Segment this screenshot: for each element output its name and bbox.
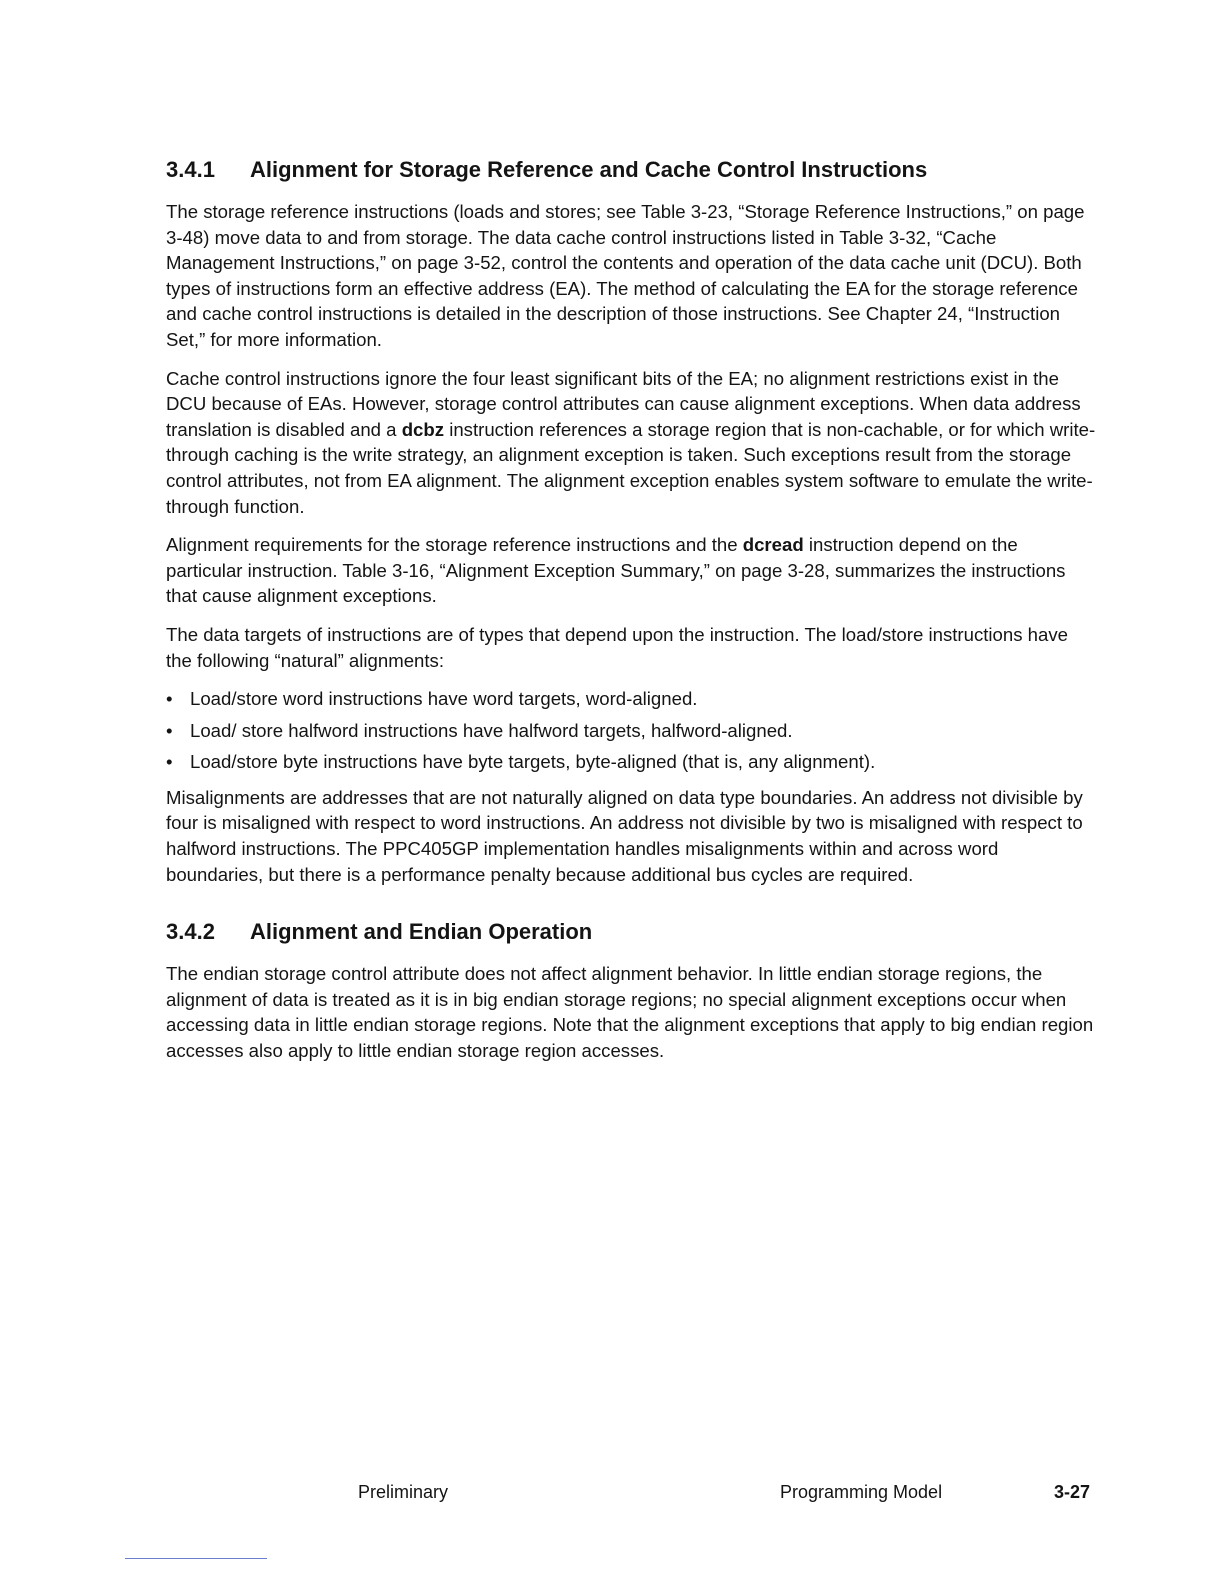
bullet-icon: • bbox=[166, 719, 173, 741]
section-title: Alignment and Endian Operation bbox=[250, 919, 593, 945]
footer-status: Preliminary bbox=[358, 1482, 449, 1502]
list-item bbox=[166, 718, 1096, 744]
body-paragraph: Misalignments are addresses that are not naturally aligned on data type boundaries. An address not divisible by four is misaligned with respect to word instructions. An address not divisible by two is misaligned with respect to halfword instructions. The PPC405GP implementation handles misalignments within and across word boundaries, but there is a performance penalty because additional bus cycles are required. bbox=[166, 786, 1083, 885]
footer-page-number: 3-27 bbox=[1054, 1482, 1091, 1502]
section-heading-3-4-2 bbox=[166, 917, 1096, 947]
list-item-text: Load/store word instructions have word targets, word-aligned. bbox=[190, 688, 698, 710]
bullet-icon: • bbox=[166, 688, 173, 710]
section-title: Alignment for Storage Reference and Cache Control Instructions bbox=[250, 157, 928, 182]
section-heading-3-4-1 bbox=[166, 155, 1096, 185]
list-item bbox=[166, 686, 1096, 712]
page-content bbox=[166, 155, 1096, 1077]
body-paragraph: Cache control instructions ignore the four least significant bits of the EA; no alignment restrictions exist in the DCU because of EAs. However, storage control attributes can cause alignment exceptions. When data address translation is disabled and a dcbz instruction references a storage region that is non-cachable, or for which write-through caching is the write strategy, an alignment exception is taken. Such exceptions result from the storage control attributes, not from EA alignment. The alignment exception enables system software to emulate the write-through function. bbox=[166, 367, 1096, 517]
instruction-name: dcbz bbox=[401, 418, 445, 440]
bullet-icon: • bbox=[166, 751, 173, 773]
body-paragraph: The storage reference instructions (loads and stores; see Table 3-23, “Storage Reference Instructions,” on page 3-48) move data to and from storage. The data cache control instructions listed in Table 3-32, “Cache Management Instructions,” on page 3-52, control the contents and operation of the data cache unit (DCU). Both types of instructions form an effective address (EA). The method of calculating the EA for the storage reference and cache control instructions is detailed in the description of those instructions. See Chapter 24, “Instruction Set,” for more information. bbox=[166, 201, 1085, 350]
bottom-rule bbox=[125, 1558, 267, 1559]
body-paragraph: The endian storage control attribute does not affect alignment behavior. In little endian storage regions, the alignment of data is treated as it is in big endian storage regions; no special alignment exceptions occur when accessing data in little endian storage regions. Note that the alignment exceptions that apply to big endian region accesses also apply to little endian storage region accesses. bbox=[166, 963, 1094, 1062]
alignment-list bbox=[166, 686, 1096, 775]
list-item-text: Load/ store halfword instructions have halfword targets, halfword-aligned. bbox=[190, 719, 793, 741]
footer-chapter: Programming Model bbox=[780, 1482, 943, 1502]
body-paragraph: Alignment requirements for the storage reference instructions and the dcread instruction depend on the particular instruction. Table 3-16, “Alignment Exception Summary,” on page 3-28, summarizes the instructions that cause alignment exceptions. bbox=[166, 534, 1066, 607]
section-number: 3.4.2 bbox=[166, 919, 215, 945]
instruction-name: dcread bbox=[742, 534, 804, 556]
section-number: 3.4.1 bbox=[166, 157, 215, 182]
body-paragraph: The data targets of instructions are of types that depend upon the instruction. The load/store instructions have the following “natural” alignments: bbox=[166, 623, 1068, 671]
list-item-text: Load/store byte instructions have byte targets, byte-aligned (that is, any alignment). bbox=[190, 751, 876, 773]
list-item bbox=[166, 749, 1096, 775]
